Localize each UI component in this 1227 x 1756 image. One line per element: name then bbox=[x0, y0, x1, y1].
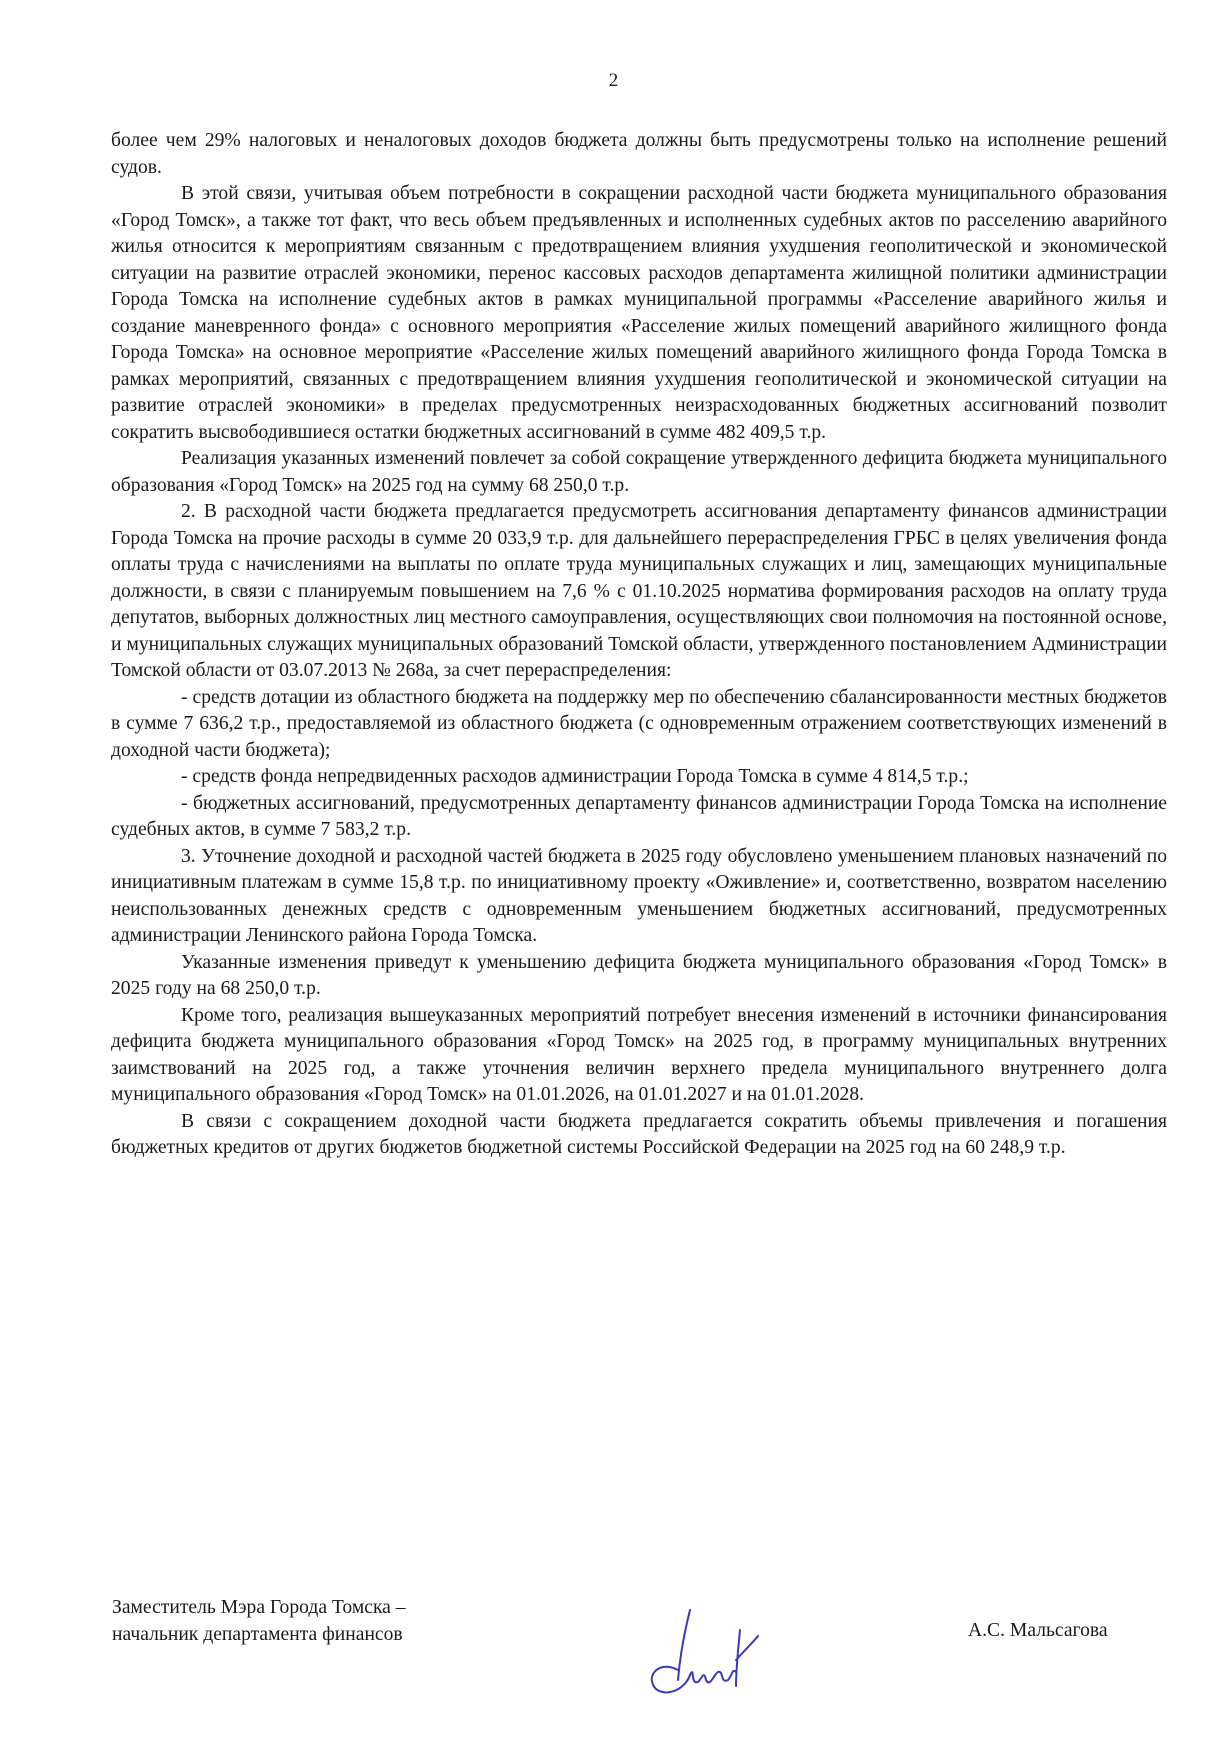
paragraph: В этой связи, учитывая объем потребности в сокращении расходной части бюджета муниципального образования «Город Томск», а также тот факт, что весь объем предъявленных и исполненных судебных актов по расселению аварийного жилья относится к мероприятиям связанным с предотвращением влияния ухудшения геополитической и экономической ситуации на развитие отраслей экономики, перенос кассовых расходов департамента жилищной политики администрации Города Томска на исполнение судебных актов в рамках муниципальной программы «Расселение аварийного жилья и создание маневренного фонда» с основного мероприятия «Расселение жилых помещений аварийного жилищного фонда Города Томска» на основное мероприятие «Расселение жилых помещений аварийного жилищного фонда Города Томска в рамках мероприятий, связанных с предотвращением влияния ухудшения геополитической и экономической ситуации на развитие отраслей экономики» в пределах предусмотренных неизрасходованных бюджетных ассигнований позволит сократить высвободившиеся остатки бюджетных ассигнований в сумме 482 409,5 т.р. bbox=[111, 183, 1167, 443]
signatory-position bbox=[112, 1595, 406, 1648]
paragraph: Указанные изменения приведут к уменьшению дефицита бюджета муниципального образования «Город Томск» в 2025 году на 68 250,0 т.р. bbox=[111, 951, 1167, 999]
position-line: начальник департамента финансов bbox=[112, 1623, 403, 1645]
paragraph: В связи с сокращением доходной части бюджета предлагается сократить объемы привлечения и погашения бюджетных кредитов от других бюджетов бюджетной системы Российской Федерации на 2025 год на 60 248,9 т.р. bbox=[111, 1110, 1167, 1158]
paragraph: Кроме того, реализация вышеуказанных мероприятий потребует внесения изменений в источники финансирования дефицита бюджета муниципального образования «Город Томск» на 2025 год, в программу муниципальных внутренних заимствований на 2025 год, а также уточнения величин верхнего предела муниципального внутреннего долга муниципального образования «Город Томск» на 01.01.2026, на 01.01.2027 и на 01.01.2028. bbox=[111, 1004, 1167, 1105]
document-body bbox=[111, 128, 1167, 1162]
page-number: 2 bbox=[608, 70, 619, 91]
list-item: - средств фонда непредвиденных расходов администрации Города Томска в сумме 4 814,5 т.р.; bbox=[181, 766, 969, 787]
paragraph: 3. Уточнение доходной и расходной частей бюджета в 2025 году обусловлено уменьшением плановых назначений по инициативным платежам в сумме 15,8 т.р. по инициативному проекту «Оживление» и, соответственно, возвратом населению неиспользованных денежных средств с одновременным уменьшением бюджетных ассигнований, предусмотренных администрации Ленинского района Города Томска. bbox=[111, 845, 1167, 946]
handwritten-signature bbox=[640, 1600, 790, 1700]
signatory-name: А.С. Мальсагова bbox=[968, 1620, 1108, 1641]
list-item: - средств дотации из областного бюджета на поддержку мер по обеспечению сбалансированности местных бюджетов в сумме 7 636,2 т.р., предоставляемой из областного бюджета (с одновременным отражением соответствующих изменений в доходной части бюджета); bbox=[111, 686, 1167, 761]
paragraph: более чем 29% налоговых и неналоговых доходов бюджета должны быть предусмотрены только на исполнение решений судов. bbox=[111, 130, 1167, 178]
position-line: Заместитель Мэра Города Томска – bbox=[112, 1597, 406, 1618]
list-item: - бюджетных ассигнований, предусмотренных департаменту финансов администрации Города Томска на исполнение судебных актов, в сумме 7 583,2 т.р. bbox=[111, 792, 1167, 840]
paragraph: 2. В расходной части бюджета предлагается предусмотреть ассигнования департаменту финансов администрации Города Томска на прочие расходы в сумме 20 033,9 т.р. для дальнейшего перераспределения ГРБС в целях увеличения фонда оплаты труда с начислениями на выплаты по оплате труда муниципальных служащих и лиц, замещающих муниципальные должности, в связи с планируемым повышением на 7,6 % с 01.10.2025 норматива формирования расходов на оплату труда депутатов, выборных должностных лиц местного самоуправления, осуществляющих свои полномочия на постоянной основе, и муниципальных служащих муниципальных образований Томской области, утвержденного постановлением Администрации Томской области от 03.07.2013 № 268а, за счет перераспределения: bbox=[111, 501, 1167, 681]
paragraph: Реализация указанных изменений повлечет за собой сокращение утвержденного дефицита бюджета муниципального образования «Город Томск» на 2025 год на сумму 68 250,0 т.р. bbox=[111, 448, 1167, 496]
